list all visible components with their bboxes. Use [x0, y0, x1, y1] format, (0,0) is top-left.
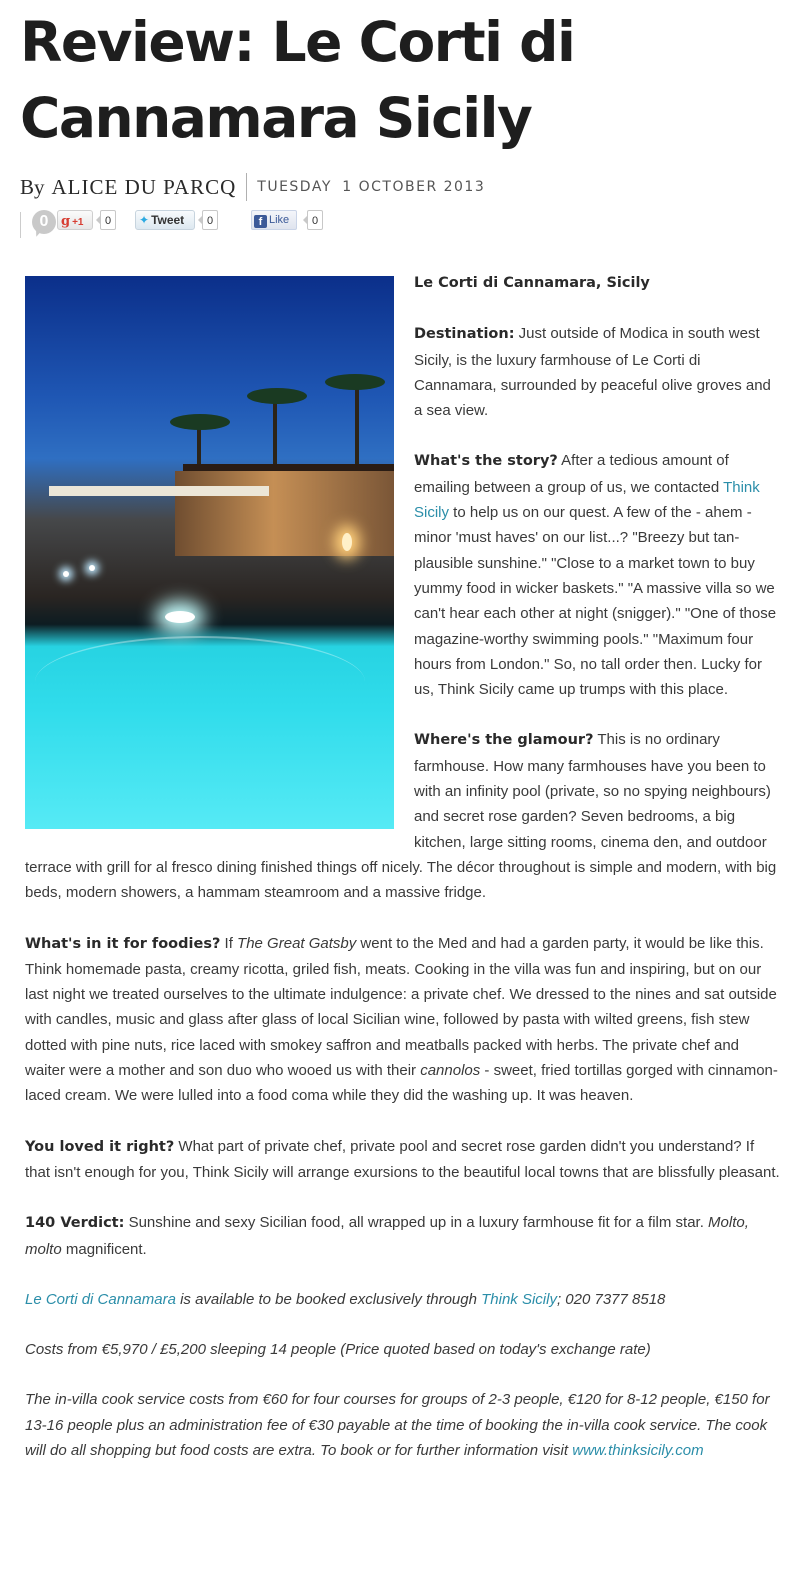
- palm-trunk: [355, 386, 359, 476]
- story-label: What's the story?: [414, 453, 558, 470]
- share-bar: [20, 208, 350, 236]
- verdict-text: Sunshine and sexy Sicilian food, all wrapped up in a luxury farmhouse fit for a film star.: [124, 1214, 709, 1232]
- tweet-count: 0: [202, 210, 218, 230]
- cannolos-term: cannolos: [420, 1062, 481, 1080]
- cook-text: The in-villa cook service costs from €60 for four courses for groups of 2-3 people, €120 for 8-12 people, €150 for 13-16 people plus an administration fee of €30 payable at the time of booking the in-villa cook service. The cook will do all shopping but food costs are extra. To book or for further information visit: [25, 1391, 770, 1459]
- pool-light: [165, 611, 195, 623]
- glamour-text: This is no ordinary farmhouse. How many farmhouses have you been to with an infinity pool (private, so no spying neighbours) and secret rose garden? Seven bedrooms, a big kitchen, large sitting rooms, cinema den, and outdoor terrace with grill for al fresco dining finished things off nicely. The décor throughout is simple and modern, with big beds, modern showers, a hammam steamroom and a massive fridge.: [25, 731, 777, 902]
- think-sicily-booking-link[interactable]: Think Sicily: [481, 1290, 557, 1308]
- article-subheading: Le Corti di Cannamara, Sicily: [414, 275, 650, 291]
- booking-phone: ; 020 7377 8518: [556, 1290, 666, 1308]
- foodies-label: What's in it for foodies?: [25, 935, 221, 952]
- garden-light: [89, 565, 95, 571]
- loved-paragraph: [25, 1134, 782, 1186]
- page-title: Review: Le Corti di Cannamara Sicily: [20, 10, 575, 150]
- article-photo: [25, 276, 394, 829]
- date-weekday: TUESDAY: [257, 179, 332, 195]
- like-count: 0: [307, 210, 323, 230]
- date-text: 1 OCTOBER 2013: [342, 179, 486, 195]
- pergola: [49, 486, 269, 496]
- thinksicily-website-link[interactable]: www.thinksicily.com: [572, 1441, 704, 1459]
- tweet-label: Tweet: [151, 213, 185, 227]
- booking-paragraph: [25, 1287, 782, 1312]
- garden-light: [63, 571, 69, 577]
- destination-text: Just outside of Modica in south west Sicily, is the luxury farmhouse of Le Corti di Cannamara, surrounded by peaceful olive groves and a sea view.: [414, 325, 771, 420]
- story-text-continued: to help us on our quest. A few of the - ahem - minor 'must haves' on our list...? "Breezy but tan-plausible sunshine." "Close to a market town to buy yummy food in wicker baskets." "A massive villa so we can't hear each other at night (snigger)." "One of those magazine-worthy swimming pools." "Maximum four hours from London." So, no tall order then. Lucky for us, Think Sicily came up trumps with this place.: [414, 504, 777, 699]
- byline-divider: [246, 173, 247, 201]
- palm-frond: [247, 388, 307, 404]
- cook-paragraph: [25, 1387, 782, 1463]
- le-corti-link[interactable]: Le Corti di Cannamara: [25, 1290, 176, 1308]
- google-plus-label: +1: [72, 217, 84, 228]
- pool-ripple: [35, 636, 365, 728]
- foodies-text-3: - sweet, fried tortillas gorged with cinnamon-laced cream. We were lulled into a food coma while they did the washing up. It was heaven.: [25, 1062, 778, 1105]
- loved-label: You loved it right?: [25, 1138, 175, 1155]
- verdict-label: 140 Verdict:: [25, 1215, 125, 1232]
- google-plus-count: 0: [100, 210, 116, 230]
- palm-frond: [325, 374, 385, 390]
- google-plus-button[interactable]: [57, 210, 93, 230]
- verdict-emphasis: Molto, molto: [25, 1214, 749, 1258]
- gatsby-title: The Great Gatsby: [237, 934, 357, 952]
- lantern: [342, 533, 352, 551]
- costs-paragraph: [25, 1337, 782, 1362]
- costs-text: Costs from €5,970 / £5,200 sleeping 14 people (Price quoted based on today's exchange rate): [25, 1341, 651, 1359]
- think-sicily-link[interactable]: Think Sicily: [414, 478, 760, 522]
- villa-building: [175, 471, 394, 556]
- twitter-bird-icon: ✦: [139, 213, 150, 227]
- foodies-text: If: [220, 934, 238, 952]
- glamour-label: Where's the glamour?: [414, 732, 594, 749]
- google-plus-icon: g: [61, 214, 71, 229]
- story-text: After a tedious amount of emailing between a group of us, we contacted: [414, 452, 729, 496]
- byline: [20, 172, 580, 202]
- like-label: Like: [269, 214, 290, 226]
- loved-text: What part of private chef, private pool and secret rose garden didn't you understand? If that isn't enough for you, Think Sicily will arrange exursions to the beautiful local towns that are blissfully pleasant.: [25, 1137, 780, 1181]
- foodies-paragraph: [25, 931, 782, 1109]
- verdict-text-2: magnificent.: [61, 1240, 147, 1258]
- facebook-icon: f: [254, 215, 267, 228]
- pin-count-icon[interactable]: 0: [32, 210, 56, 234]
- palm-frond: [170, 414, 230, 430]
- facebook-like-button[interactable]: [251, 210, 297, 230]
- tweet-button[interactable]: [135, 210, 195, 230]
- share-divider: [20, 212, 21, 238]
- author-link[interactable]: ALICE DU PARCQ: [51, 174, 237, 199]
- article-body: [25, 270, 782, 1488]
- foodies-text-2: went to the Med and had a garden party, it would be like this. Think homemade pasta, creamy ricotta, griled fish, meats. Cooking in the villa was fun and inspiring, but on our last night we treated ourselves to the ultimate indulgence: a private chef. We dressed to the nines and sat outside with candles, music and glass after glass of local Sicilian wine, followed by pasta with wilted greens, fish stew dotted with pine nuts, rice laced with smokey saffron and meatballs packed with herbs. The private chef and waiter were a mother and son duo who wooed us with their: [25, 934, 777, 1080]
- destination-label: Destination:: [414, 326, 515, 343]
- byline-prefix: By: [20, 174, 45, 199]
- verdict-paragraph: [25, 1210, 782, 1262]
- booking-text: is available to be booked exclusively through: [175, 1290, 482, 1308]
